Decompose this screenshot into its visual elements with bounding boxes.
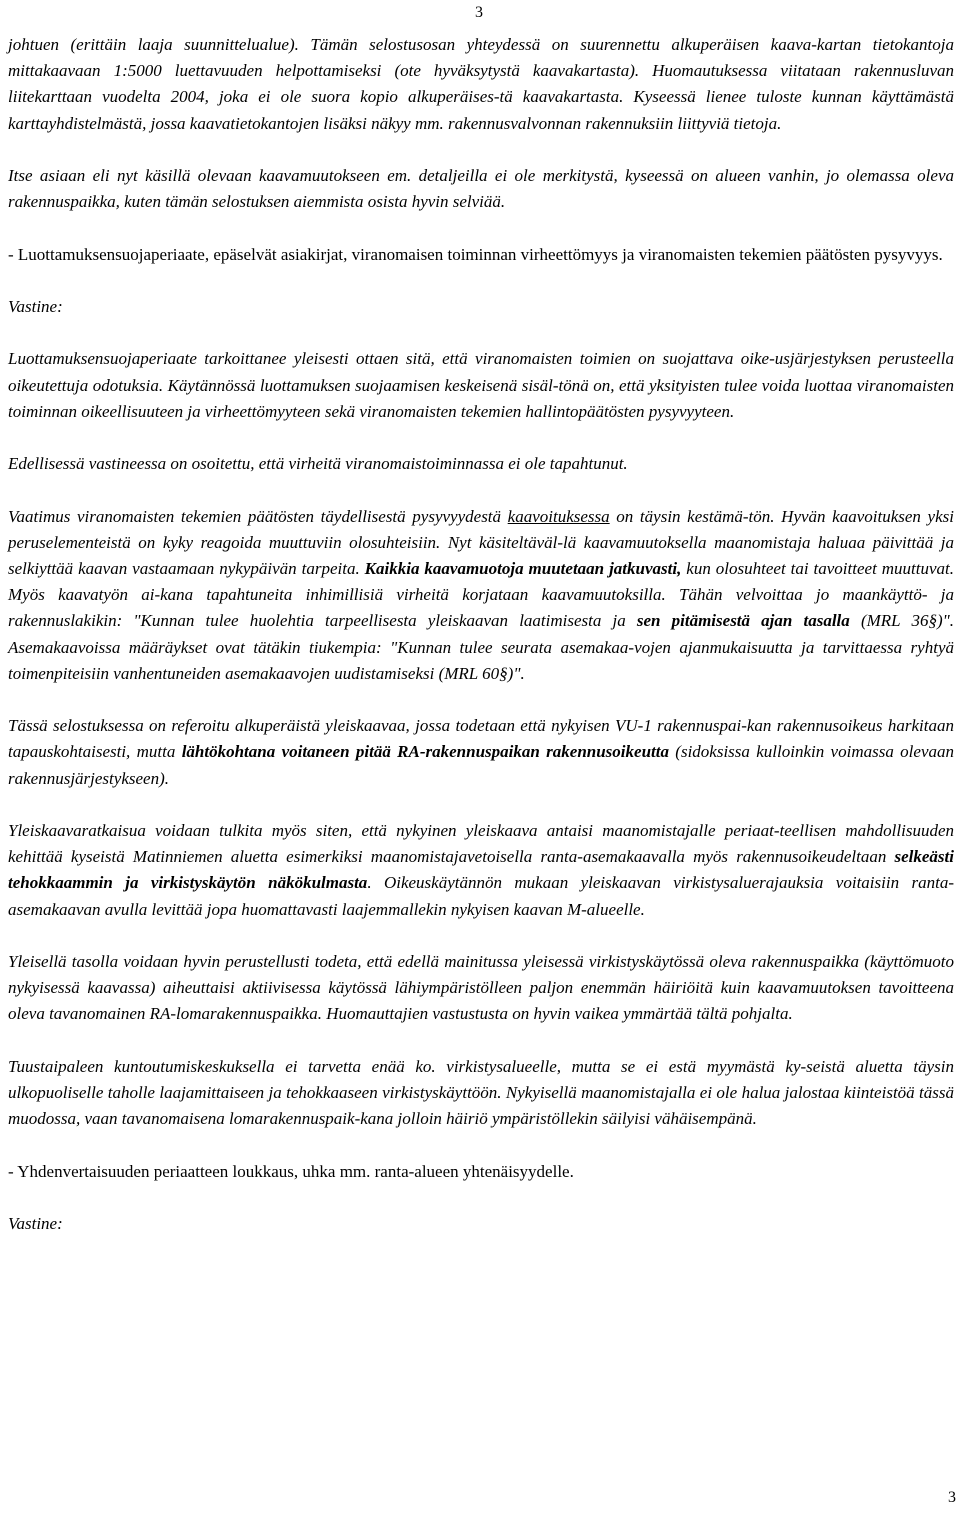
page-number-bottom: 3 <box>948 1489 956 1506</box>
paragraph-detail-irrelevance: Itse asiaan eli nyt käsillä olevaan kaavamuutokseen em. detaljeilla ei ole merkitystä, kyseessä on alueen vanhin, jo olemassa oleva rakennuspaikka, kuten tämän selostuksen aiemmista osista hyvin selviää. <box>8 166 954 212</box>
response-heading-2: Vastine: <box>8 1213 63 1233</box>
paragraph-original-master-plan <box>8 713 954 792</box>
page-number-top: 3 <box>475 4 483 21</box>
paragraph-map-explanation: johtuen (erittäin laaja suunnittelualue). Tämän selostusosan yhteydessä on suurennettu alkuperäisen kaava-kartan tietokantoja mittakaavaan 1:5000 luettavuuden helpottamiseksi (ote hyväksytystä kaavakartasta). Huomautuksessa viitataan rakennusluvan liitekarttaan vuodelta 2004, joka ei ole suora kopio alkuperäises-tä kaavakartasta. Kyseessä lienee tuloste kunnan käyttämästä karttayhdistelmästä, jossa kaavatietokantojen lisäksi näkyy mm. rakennusvalvonnan rakennuksiin liittyviä tietoja. <box>8 35 954 133</box>
paragraph-objection-trust-protection: - Luottamuksensuojaperiaate, epäselvät asiakirjat, viranomaisen toiminnan virheettömyys ja viranomaisten tekemien päätösten pysyvyys. <box>8 244 943 264</box>
paragraph-rehabilitation-center: Tuustaipaleen kuntoutumiskeskuksella ei tarvetta enää ko. virkistysalueelle, mutta se ei estä myymästä ky-seistä aluetta täysin ulkopuoliselle taholle laajamittaiseen ja tehokkaaseen virkistyskäyttöön. Nykyisellä maanomistajalla ei ole halua jalostaa kiinteistöä tässä muodossa, vaan tavanomaisena lomarakennuspaik-kana jolloin häiriö ympäristöllekin säilyisi vähäisempänä. <box>8 1056 954 1129</box>
document-body <box>8 32 954 1237</box>
text-run: (sidoksissa kulloinkin voimassa olevaan rakennusjärjestykseen). <box>8 742 954 788</box>
bold-text: selkeästi tehokkaammin ja virkistyskäytön näkökulmasta <box>8 847 954 893</box>
paragraph-master-plan-interpretation <box>8 818 954 923</box>
text-run: (MRL 36§)". Asemakaavoissa määräykset ovat tätäkin tiukempia: "Kunnan tulee seurata asemakaa-vojen ajanmukaisuutta ja tarvittaessa ryhtyä toimenpiteisiin vanhentuneiden asemakaavojen uudistamiseksi (MRL 60§)". <box>8 611 954 683</box>
bold-text: lähtökohtana voitaneen pitää RA-rakennuspaikan rakennusoikeutta <box>181 742 669 762</box>
text-run: kun olosuhteet tai tavoitteet muuttuvat. Myös kaavatyön ai-kana tapahtuneita inhimillisiä virheitä korjataan kaavamuutoksilla. Tähän velvoittaa jo maankäyttö- ja rakennuslakikin: "Kunnan tulee huolehtia tarpeellisesta yleiskaavan laatimisesta ja <box>8 558 954 631</box>
text-run: on täysin kestämä-tön. Hyvän kaavoituksen yksi peruselementeistä on kyky reagoida muuttuviin olosuhteisiin. Nyt käsiteltäväl-lä kaavamuutoksella maanomistaja haluaa päivittää ja selkiyttää kaavan vastaamaan nykypäivän tarpeita. <box>8 506 954 578</box>
paragraph-objection-equality: - Yhdenvertaisuuden periaatteen loukkaus, uhka mm. ranta-alueen yhtenäisyydelle. <box>8 1161 574 1181</box>
paragraph-general-level: Yleisellä tasolla voidaan hyvin perustellusti todeta, että edellä mainitussa yleisessä virkistyskäytössä oleva rakennuspaikka (käyttömuoto nykyisessä kaavassa) aiheuttaisi aktiivisessa käytössä lähiympäristölleen paljon enemmän häiriöitä kuin kaavamuutoksen tavoitteena oleva tavanomainen RA-lomarakennuspaikka. Huomauttajien vastustusta on hyvin vaikea ymmärtää tältä pohjalta. <box>8 951 954 1024</box>
text-run: Yleiskaavaratkaisua voidaan tulkita myös siten, että nykyinen yleiskaava antaisi maanomistajalle periaat-teellisen mahdollisuuden kehittää kyseistä Matinniemen aluetta esimerkiksi maanomistajavetoisella ranta-asemakaavalla myös rakennusoikeudeltaan <box>8 820 954 867</box>
bold-text: sen pitämisestä ajan tasalla <box>636 611 850 631</box>
underlined-text: kaavoituksessa <box>507 506 610 526</box>
paragraph-previous-response: Edellisessä vastineessa on osoitettu, että virheitä viranomaistoiminnassa ei ole tapahtunut. <box>8 454 628 474</box>
paragraph-trust-protection-definition: Luottamuksensuojaperiaate tarkoittanee yleisesti ottaen sitä, että viranomaisten toimien on suojattava oike-usjärjestyksen perusteella oikeutettuja odotuksia. Käytännössä luottamuksen suojaamisen keskeisenä sisäl-tönä on, että yksityisten tulee voida luottaa viranomaisten toiminnan oikeellisuuteen ja virheettömyyteen sekä viranomaisten tekemien hallintopäätösten pysyvyyteen. <box>8 349 954 421</box>
text-run: . Oikeuskäytännön mukaan yleiskaavan virkistysaluerajauksia voitaisiin ranta-asemakaavan avulla levittää jopa huomattavasti laajemmallekin nykyisen kaavan M-alueelle. <box>8 873 954 919</box>
text-run: Tässä selostuksessa on referoitu alkuperäistä yleiskaavaa, jossa todetaan että nykyisen VU-1 rakennuspai-kan rakennusoikeus harkitaan tapauskohtaisesti, mutta <box>8 716 954 762</box>
paragraph-plan-permanence <box>8 504 954 687</box>
text-run: Vaatimus viranomaisten tekemien päätösten täydellisestä pysyvyydestä <box>8 506 508 526</box>
response-heading-1: Vastine: <box>8 296 63 316</box>
bold-text: Kaikkia kaavamuotoja muutetaan jatkuvasti, <box>364 558 682 578</box>
